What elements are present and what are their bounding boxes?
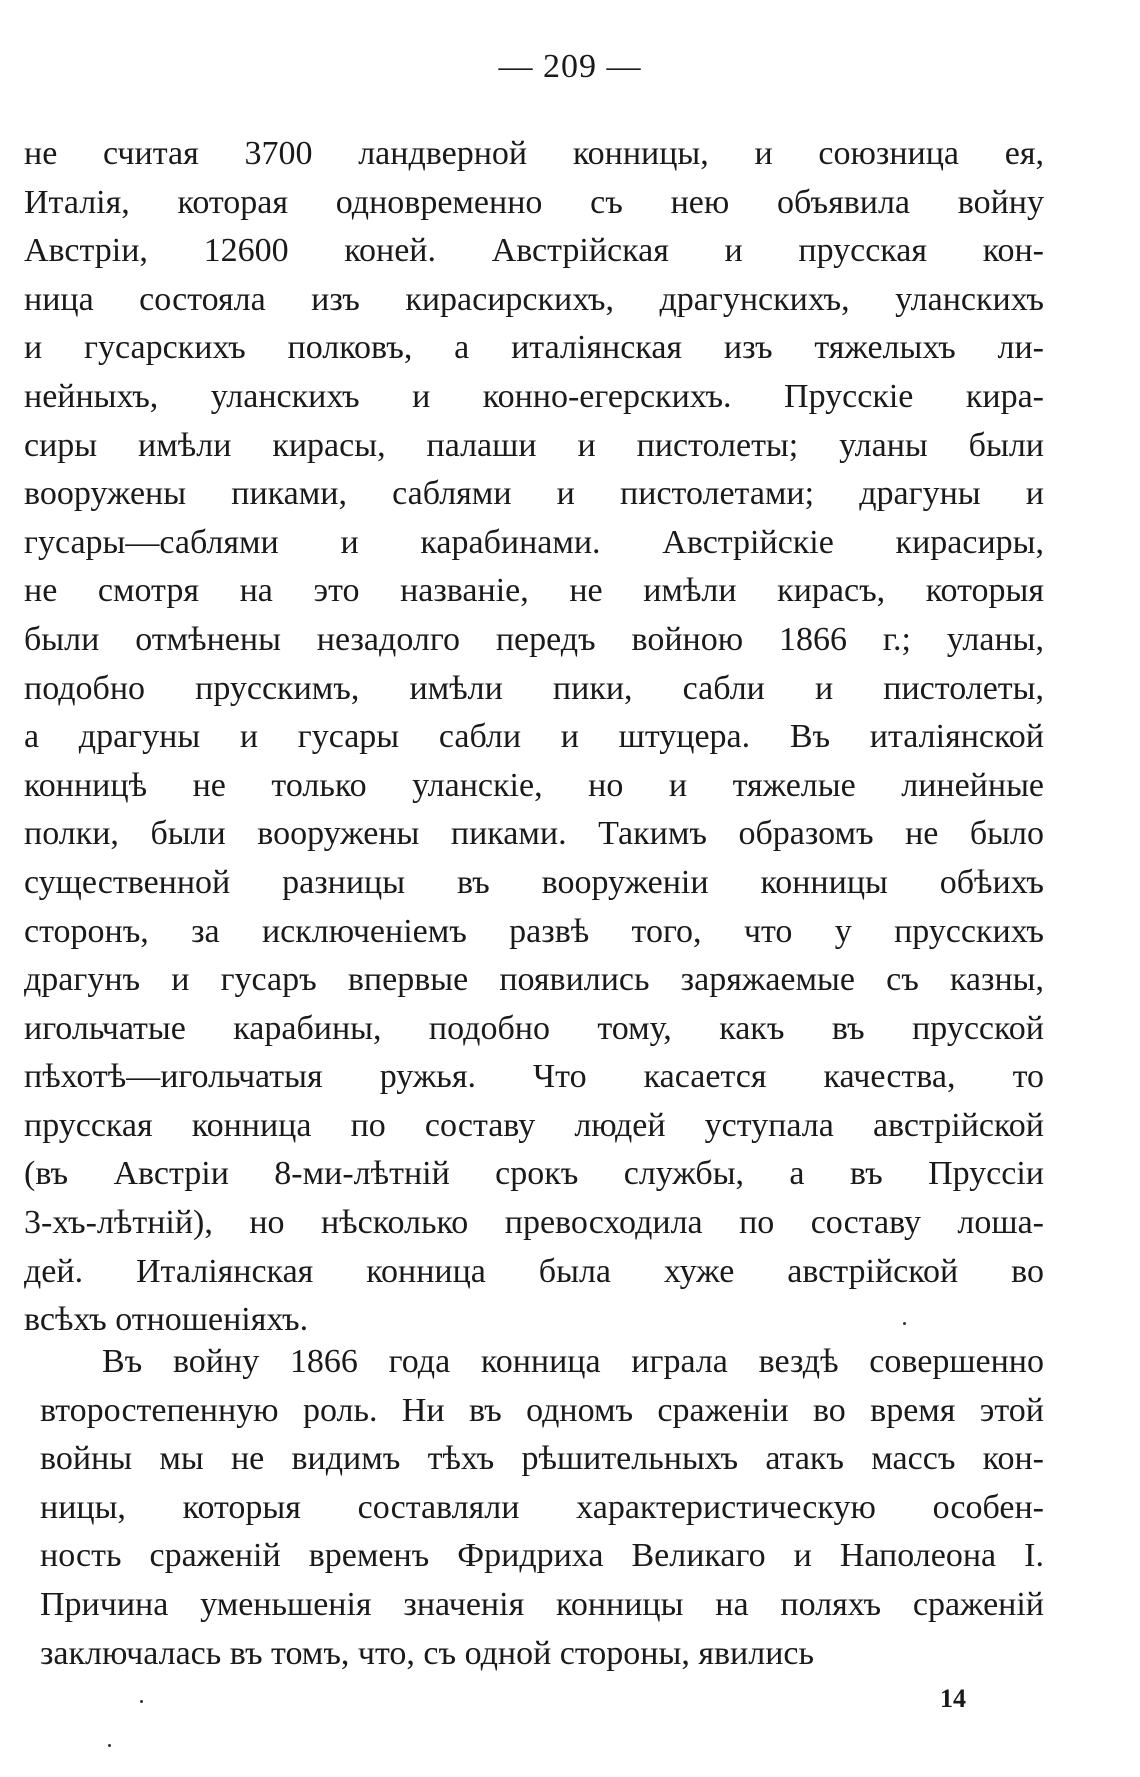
text-line: пѣхотѣ—игольчатыя ружья. Что касается качества, то xyxy=(24,1058,1044,1096)
text-line: Причина уменьшенія значенія конницы на поляхъ сраженій xyxy=(40,1585,1044,1623)
text-line: вооружены пиками, саблями и пистолетами; драгуны и xyxy=(24,475,1044,513)
text-line: не считая 3700 ландверной конницы, и союзница ея, xyxy=(24,135,1044,172)
text-line: подобно прусскимъ, имѣли пики, сабли и пистолеты, xyxy=(24,669,1044,707)
text-line: ницы, которыя составляли характеристическую особен- xyxy=(40,1488,1044,1526)
text-line: игольчатые карабины, подобно тому, какъ въ прусской xyxy=(24,1009,1044,1047)
text-line: ность сраженій временъ Фридриха Великаго и Наполеона I. xyxy=(40,1537,1044,1575)
text-line: полки, были вооружены пиками. Такимъ образомъ не было xyxy=(24,815,1044,853)
text-line: всѣхъ отношеніяхъ. xyxy=(24,1301,309,1339)
text-line: второстепенную роль. Ни въ одномъ сраженіи во время этой xyxy=(40,1391,1044,1429)
text-line: и гусарскихъ полковъ, а италіянская изъ тяжелыхъ ли- xyxy=(24,329,1044,367)
text-line: были отмѣнены незадолго передъ войною 1866 г.; уланы, xyxy=(24,620,1044,658)
text-line: войны мы не видимъ тѣхъ рѣшительныхъ атакъ массъ кон- xyxy=(40,1440,1044,1478)
text-line: 3-хъ-лѣтній), но нѣсколько превосходила по составу лоша- xyxy=(24,1204,1044,1242)
text-line: дей. Италіянская конница была хуже австрійской во xyxy=(24,1252,1044,1290)
text-line: не смотря на это названіе, не имѣли кирасъ, которыя xyxy=(24,572,1044,610)
text-line: ница состояла изъ кирасирскихъ, драгунскихъ, уланскихъ xyxy=(24,280,1044,318)
text-line: драгунъ и гусаръ впервые появились заряжаемые съ казны, xyxy=(24,961,1044,999)
text-line: Италія, которая одновременно съ нею объявила войну xyxy=(24,183,1044,221)
page-number: — 209 — xyxy=(498,48,642,85)
text-line: сиры имѣли кирасы, палаши и пистолеты; уланы были xyxy=(24,426,1044,464)
signature-mark: 14 xyxy=(940,1684,966,1713)
text-line: гусары—саблями и карабинами. Австрійскіе кирасиры, xyxy=(24,523,1044,561)
text-line: существенной разницы въ вооруженіи конницы обѣихъ xyxy=(24,863,1044,901)
paragraph-1 xyxy=(24,130,1044,1345)
text-line: (въ Австріи 8-ми-лѣтній срокъ службы, а въ Пруссіи xyxy=(24,1155,1044,1193)
text-line: Въ войну 1866 года конница играла вездѣ совершенно xyxy=(102,1343,1044,1380)
ink-speck xyxy=(108,1744,111,1747)
paragraph-2 xyxy=(40,1338,1044,1678)
text-line: Австріи, 12600 коней. Австрійская и прусская кон- xyxy=(24,232,1044,270)
text-line: а драгуны и гусары сабли и штуцера. Въ италіянской xyxy=(24,718,1044,756)
text-line: нейныхъ, уланскихъ и конно-егерскихъ. Прусскіе кира- xyxy=(24,377,1044,415)
text-line: заключалась въ томъ, что, съ одной стороны, явились xyxy=(40,1634,814,1672)
text-line: конницѣ не только уланскіе, но и тяжелые линейные xyxy=(24,766,1044,804)
ink-speck xyxy=(140,1700,143,1703)
text-line: сторонъ, за исключеніемъ развѣ того, что у прусскихъ xyxy=(24,912,1044,950)
text-line: прусская конница по составу людей уступала австрійской xyxy=(24,1106,1044,1144)
ink-speck xyxy=(903,1322,906,1325)
